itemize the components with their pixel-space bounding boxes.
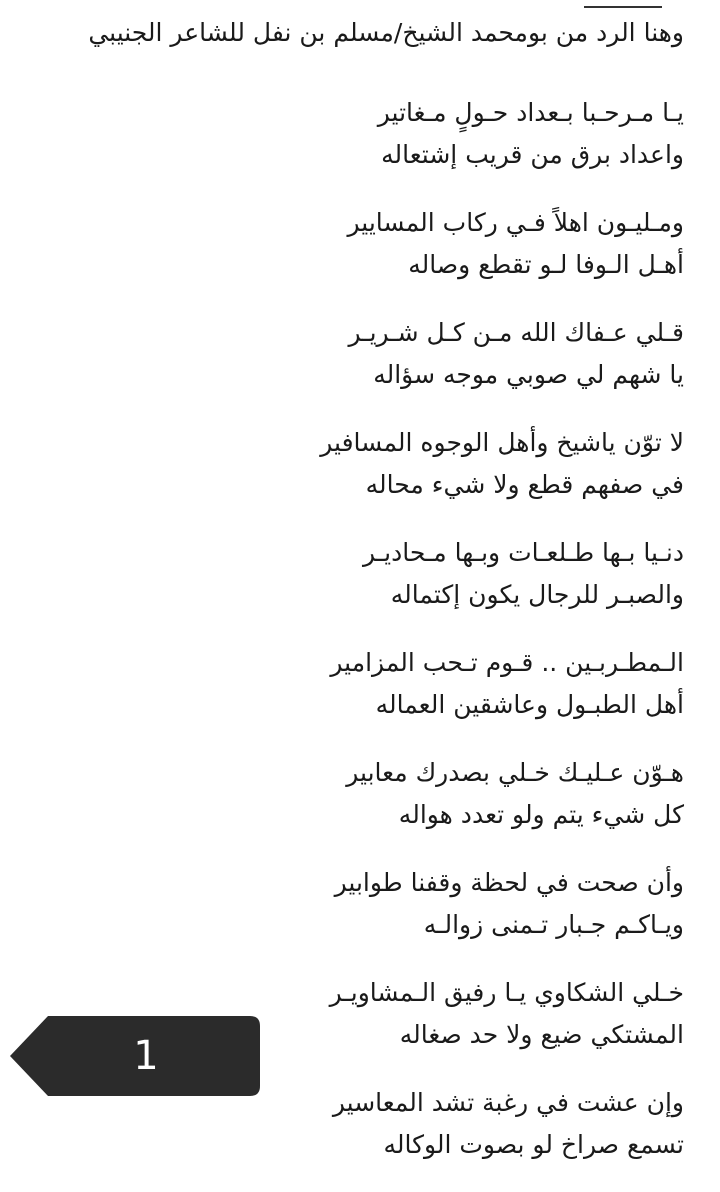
stanza-line-1: دنـيا بـها طـلعـات وبـها مـحاديـر bbox=[363, 538, 684, 567]
stanza-line-1: قـلي عـفاك الله مـن كـل شـريـر bbox=[348, 318, 684, 347]
stanza-line-2: أهـل الـوفا لـو تقطع وصاله bbox=[408, 250, 684, 279]
stanza-8 bbox=[24, 862, 684, 972]
stanza-line-2: واعداد برق من قريب إشتعاله bbox=[381, 140, 684, 169]
stanza-line-2: المشتكي ضيع ولا حد صغاله bbox=[399, 1020, 684, 1049]
stanza-4 bbox=[24, 422, 684, 532]
stanza-1 bbox=[24, 92, 684, 202]
stanza-line-1: وإن عشت في رغبة تشد المعاسير bbox=[332, 1088, 684, 1117]
poem-content bbox=[24, 0, 684, 1192]
stanza-6 bbox=[24, 642, 684, 752]
stanza-7 bbox=[24, 752, 684, 862]
stanza-line-2: ويـاكـم جـبار تـمنى زوالـه bbox=[423, 910, 684, 939]
stanza-line-2: يا شهم لي صوبي موجه سؤاله bbox=[373, 360, 684, 389]
stanza-5 bbox=[24, 532, 684, 642]
stanza-line-2: أهل الطبـول وعاشقين العماله bbox=[375, 690, 684, 719]
stanza-2 bbox=[24, 202, 684, 312]
stanza-line-2: في صفهم قطع ولا شيء محاله bbox=[365, 470, 684, 499]
stanza-3 bbox=[24, 312, 684, 422]
stanza-10 bbox=[24, 1082, 684, 1192]
stanza-line-1: لا توّن ياشيخ وأهل الوجوه المسافير bbox=[320, 428, 684, 457]
stanza-line-1: الـمطـربـين .. قـوم تـحب المزامير bbox=[330, 648, 684, 677]
stanza-line-2: كل شيء يتم ولو تعدد هواله bbox=[398, 800, 684, 829]
intro-text: وهنا الرد من بومحمد الشيخ/مسلم بن نفل للشاعر الجنيبي bbox=[88, 18, 684, 47]
stanza-line-1: خـلي الشكاوي يـا رفيق الـمشاويـر bbox=[329, 978, 684, 1007]
stanza-line-1: هـوّن عـليـك خـلي بصدرك معابير bbox=[346, 758, 684, 787]
page-indicator-button[interactable] bbox=[10, 1016, 260, 1096]
stanza-line-1: ومـليـون اهلاً فـي ركاب المسايير bbox=[347, 208, 684, 237]
stanza-line-1: وأن صحت في لحظة وقفنا طوابير bbox=[334, 868, 684, 897]
page-number: 1 bbox=[133, 1033, 159, 1079]
stanza-line-2: والصبـر للرجال يكون إكتماله bbox=[390, 580, 684, 609]
stanza-line-2: تسمع صراخ لو بصوت الوكاله bbox=[383, 1130, 684, 1159]
stanza-line-1: يـا مـرحـبا بـعداد حـولٍ مـغاتير bbox=[377, 98, 684, 127]
